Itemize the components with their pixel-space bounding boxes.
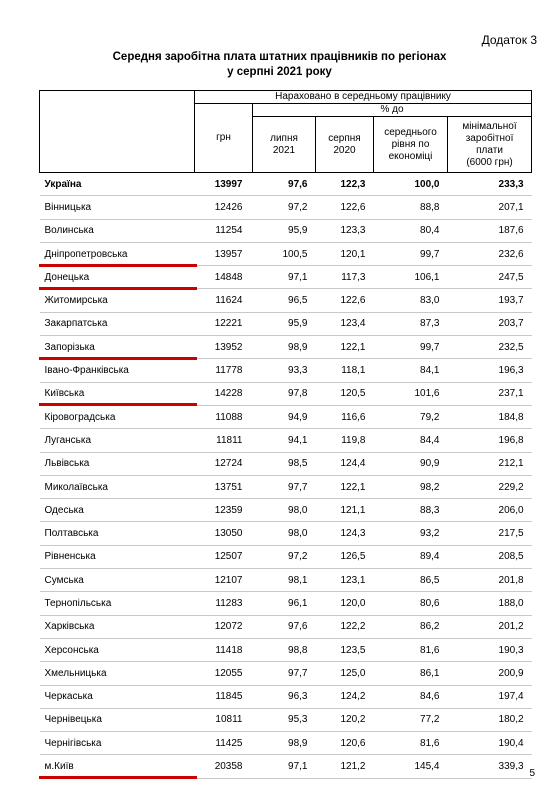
pct-aug-2020: 126,5 xyxy=(316,545,374,568)
region-name: Івано-Франківська xyxy=(40,359,195,382)
pct-aug-2020: 120,0 xyxy=(316,592,374,615)
pct-july-2021: 94,9 xyxy=(253,405,316,428)
pct-avg-economy: 90,9 xyxy=(374,452,448,475)
pct-min-wage: 206,0 xyxy=(448,499,532,522)
pct-aug-2020: 122,6 xyxy=(316,289,374,312)
pct-avg-economy: 80,4 xyxy=(374,219,448,242)
salary-uah: 20358 xyxy=(195,755,253,778)
salary-uah: 14228 xyxy=(195,382,253,405)
region-name: Черкаська xyxy=(40,685,195,708)
pct-aug-2020: 116,6 xyxy=(316,405,374,428)
page-number: 5 xyxy=(529,768,535,779)
region-name: Закарпатська xyxy=(40,312,195,335)
pct-min-wage: 184,8 xyxy=(448,405,532,428)
pct-avg-economy: 106,1 xyxy=(374,266,448,289)
pct-july-2021: 97,7 xyxy=(253,662,316,685)
pct-july-2021: 96,5 xyxy=(253,289,316,312)
salary-uah: 11088 xyxy=(195,405,253,428)
pct-min-wage: 180,2 xyxy=(448,708,532,731)
document-title xyxy=(0,50,559,80)
pct-min-wage: 201,8 xyxy=(448,569,532,592)
pct-july-2021: 96,1 xyxy=(253,592,316,615)
pct-avg-economy: 101,6 xyxy=(374,382,448,405)
pct-min-wage: 207,1 xyxy=(448,196,532,219)
pct-aug-2020: 123,1 xyxy=(316,569,374,592)
pct-min-wage: 201,2 xyxy=(448,615,532,638)
pct-july-2021: 98,9 xyxy=(253,336,316,359)
salary-uah: 11283 xyxy=(195,592,253,615)
pct-aug-2020: 122,1 xyxy=(316,336,374,359)
pct-july-2021: 96,3 xyxy=(253,685,316,708)
pct-min-wage: 190,4 xyxy=(448,732,532,755)
region-name: Волинська xyxy=(40,219,195,242)
salary-uah: 10811 xyxy=(195,708,253,731)
salary-table xyxy=(39,90,532,779)
pct-july-2021: 98,0 xyxy=(253,499,316,522)
table-row xyxy=(40,662,532,685)
pct-july-2021: 95,9 xyxy=(253,219,316,242)
salary-uah: 12426 xyxy=(195,196,253,219)
region-name: Запорізька xyxy=(40,336,195,359)
salary-uah: 13050 xyxy=(195,522,253,545)
region-name: Київська xyxy=(40,382,195,405)
pct-july-2021: 97,1 xyxy=(253,266,316,289)
region-name: Львівська xyxy=(40,452,195,475)
pct-min-wage: 208,5 xyxy=(448,545,532,568)
pct-min-wage: 229,2 xyxy=(448,475,532,498)
salary-uah: 11811 xyxy=(195,429,253,452)
region-name: Одеська xyxy=(40,499,195,522)
pct-min-wage: 232,5 xyxy=(448,336,532,359)
salary-uah: 11425 xyxy=(195,732,253,755)
pct-min-wage: 200,9 xyxy=(448,662,532,685)
pct-min-wage: 190,3 xyxy=(448,638,532,661)
pct-avg-economy: 100,0 xyxy=(374,173,448,196)
pct-min-wage: 217,5 xyxy=(448,522,532,545)
salary-uah: 11254 xyxy=(195,219,253,242)
pct-min-wage: 232,6 xyxy=(448,242,532,265)
table-row xyxy=(40,522,532,545)
table-row xyxy=(40,685,532,708)
region-name: Дніпропетровська xyxy=(40,242,195,265)
pct-min-wage: 196,8 xyxy=(448,429,532,452)
header-july: липня 2021 xyxy=(253,117,316,173)
table-row xyxy=(40,196,532,219)
pct-aug-2020: 119,8 xyxy=(316,429,374,452)
salary-uah: 12072 xyxy=(195,615,253,638)
pct-avg-economy: 86,5 xyxy=(374,569,448,592)
region-name: Рівненська xyxy=(40,545,195,568)
salary-uah: 11778 xyxy=(195,359,253,382)
pct-avg-economy: 81,6 xyxy=(374,732,448,755)
region-name: Полтавська xyxy=(40,522,195,545)
pct-min-wage: 212,1 xyxy=(448,452,532,475)
salary-uah: 12724 xyxy=(195,452,253,475)
title-line-1: Середня заробітна плата штатних працівників по регіонах xyxy=(112,51,447,63)
pct-avg-economy: 98,2 xyxy=(374,475,448,498)
pct-aug-2020: 124,4 xyxy=(316,452,374,475)
pct-aug-2020: 124,3 xyxy=(316,522,374,545)
pct-avg-economy: 83,0 xyxy=(374,289,448,312)
pct-min-wage: 339,3 xyxy=(448,755,532,778)
pct-avg-economy: 99,7 xyxy=(374,336,448,359)
header-uah: грн xyxy=(195,104,253,173)
salary-uah: 12507 xyxy=(195,545,253,568)
pct-avg-economy: 84,6 xyxy=(374,685,448,708)
pct-avg-economy: 93,2 xyxy=(374,522,448,545)
region-name: Кіровоградська xyxy=(40,405,195,428)
pct-avg-economy: 89,4 xyxy=(374,545,448,568)
pct-min-wage: 197,4 xyxy=(448,685,532,708)
pct-aug-2020: 121,2 xyxy=(316,755,374,778)
pct-aug-2020: 122,2 xyxy=(316,615,374,638)
salary-uah: 11845 xyxy=(195,685,253,708)
pct-min-wage: 188,0 xyxy=(448,592,532,615)
table-row xyxy=(40,382,532,405)
header-avg-economy: середнього рівня по економіці xyxy=(374,117,448,173)
region-name: Чернігівська xyxy=(40,732,195,755)
region-name: Україна xyxy=(40,173,195,196)
table-row xyxy=(40,615,532,638)
pct-aug-2020: 125,0 xyxy=(316,662,374,685)
pct-min-wage: 237,1 xyxy=(448,382,532,405)
red-highlight-underline xyxy=(39,264,197,267)
salary-uah: 12107 xyxy=(195,569,253,592)
table-row xyxy=(40,569,532,592)
salary-uah: 12055 xyxy=(195,662,253,685)
salary-uah: 13952 xyxy=(195,336,253,359)
pct-avg-economy: 145,4 xyxy=(374,755,448,778)
table-row xyxy=(40,289,532,312)
salary-uah: 13751 xyxy=(195,475,253,498)
region-name: Хмельницька xyxy=(40,662,195,685)
red-highlight-underline xyxy=(39,403,197,406)
pct-aug-2020: 123,4 xyxy=(316,312,374,335)
pct-avg-economy: 86,2 xyxy=(374,615,448,638)
region-name: Житомирська xyxy=(40,289,195,312)
table-row xyxy=(40,475,532,498)
header-region-blank xyxy=(40,91,195,173)
pct-avg-economy: 77,2 xyxy=(374,708,448,731)
title-line-2: у серпні 2021 року xyxy=(227,66,332,78)
pct-avg-economy: 79,2 xyxy=(374,405,448,428)
pct-aug-2020: 117,3 xyxy=(316,266,374,289)
salary-uah: 13997 xyxy=(195,173,253,196)
region-name: м.Київ xyxy=(40,755,195,778)
pct-min-wage: 193,7 xyxy=(448,289,532,312)
pct-july-2021: 98,0 xyxy=(253,522,316,545)
pct-aug-2020: 124,2 xyxy=(316,685,374,708)
red-highlight-underline xyxy=(39,776,197,779)
region-name: Вінницька xyxy=(40,196,195,219)
salary-uah: 13957 xyxy=(195,242,253,265)
region-name: Донецька xyxy=(40,266,195,289)
pct-july-2021: 98,9 xyxy=(253,732,316,755)
table-row xyxy=(40,173,532,196)
salary-uah: 12221 xyxy=(195,312,253,335)
pct-aug-2020: 122,1 xyxy=(316,475,374,498)
table-row xyxy=(40,219,532,242)
region-name: Миколаївська xyxy=(40,475,195,498)
table-row xyxy=(40,638,532,661)
pct-aug-2020: 120,2 xyxy=(316,708,374,731)
table-row xyxy=(40,499,532,522)
pct-avg-economy: 88,8 xyxy=(374,196,448,219)
header-aug: серпня 2020 xyxy=(316,117,374,173)
pct-aug-2020: 122,6 xyxy=(316,196,374,219)
pct-july-2021: 98,1 xyxy=(253,569,316,592)
pct-july-2021: 95,9 xyxy=(253,312,316,335)
region-name: Чернівецька xyxy=(40,708,195,731)
pct-min-wage: 247,5 xyxy=(448,266,532,289)
pct-july-2021: 97,6 xyxy=(253,615,316,638)
header-min-wage: мінімальної заробітної плати (6000 грн) xyxy=(448,117,532,173)
pct-avg-economy: 80,6 xyxy=(374,592,448,615)
table-row xyxy=(40,452,532,475)
pct-aug-2020: 121,1 xyxy=(316,499,374,522)
appendix-label: Додаток 3 xyxy=(481,33,537,47)
pct-aug-2020: 120,1 xyxy=(316,242,374,265)
pct-july-2021: 95,3 xyxy=(253,708,316,731)
table-row xyxy=(40,359,532,382)
salary-uah: 11418 xyxy=(195,638,253,661)
table-row xyxy=(40,242,532,265)
pct-july-2021: 97,2 xyxy=(253,545,316,568)
pct-avg-economy: 84,4 xyxy=(374,429,448,452)
red-highlight-underline xyxy=(39,357,197,360)
region-name: Луганська xyxy=(40,429,195,452)
pct-july-2021: 97,8 xyxy=(253,382,316,405)
pct-july-2021: 93,3 xyxy=(253,359,316,382)
pct-avg-economy: 88,3 xyxy=(374,499,448,522)
salary-uah: 14848 xyxy=(195,266,253,289)
pct-aug-2020: 118,1 xyxy=(316,359,374,382)
table-row xyxy=(40,732,532,755)
salary-uah: 12359 xyxy=(195,499,253,522)
pct-july-2021: 97,6 xyxy=(253,173,316,196)
region-name: Харківська xyxy=(40,615,195,638)
table-row xyxy=(40,429,532,452)
pct-aug-2020: 122,3 xyxy=(316,173,374,196)
region-name: Сумська xyxy=(40,569,195,592)
table-row xyxy=(40,336,532,359)
pct-min-wage: 196,3 xyxy=(448,359,532,382)
header-accrued: Нараховано в середньому працівнику xyxy=(195,91,532,104)
pct-min-wage: 187,6 xyxy=(448,219,532,242)
region-name: Тернопільська xyxy=(40,592,195,615)
pct-avg-economy: 84,1 xyxy=(374,359,448,382)
table-row xyxy=(40,405,532,428)
pct-july-2021: 97,2 xyxy=(253,196,316,219)
table-row xyxy=(40,545,532,568)
table-row xyxy=(40,312,532,335)
pct-avg-economy: 87,3 xyxy=(374,312,448,335)
pct-avg-economy: 81,6 xyxy=(374,638,448,661)
salary-uah: 11624 xyxy=(195,289,253,312)
pct-min-wage: 233,3 xyxy=(448,173,532,196)
region-name: Херсонська xyxy=(40,638,195,661)
pct-avg-economy: 99,7 xyxy=(374,242,448,265)
table-row xyxy=(40,266,532,289)
pct-aug-2020: 120,5 xyxy=(316,382,374,405)
pct-july-2021: 94,1 xyxy=(253,429,316,452)
pct-avg-economy: 86,1 xyxy=(374,662,448,685)
table-row xyxy=(40,708,532,731)
pct-min-wage: 203,7 xyxy=(448,312,532,335)
pct-july-2021: 97,1 xyxy=(253,755,316,778)
table-header xyxy=(40,91,532,173)
pct-july-2021: 98,8 xyxy=(253,638,316,661)
table-row xyxy=(40,755,532,778)
red-highlight-underline xyxy=(39,287,197,290)
table-row xyxy=(40,592,532,615)
pct-july-2021: 97,7 xyxy=(253,475,316,498)
pct-aug-2020: 120,6 xyxy=(316,732,374,755)
pct-aug-2020: 123,3 xyxy=(316,219,374,242)
header-percent-to: % до xyxy=(253,104,532,117)
pct-aug-2020: 123,5 xyxy=(316,638,374,661)
pct-july-2021: 100,5 xyxy=(253,242,316,265)
pct-july-2021: 98,5 xyxy=(253,452,316,475)
